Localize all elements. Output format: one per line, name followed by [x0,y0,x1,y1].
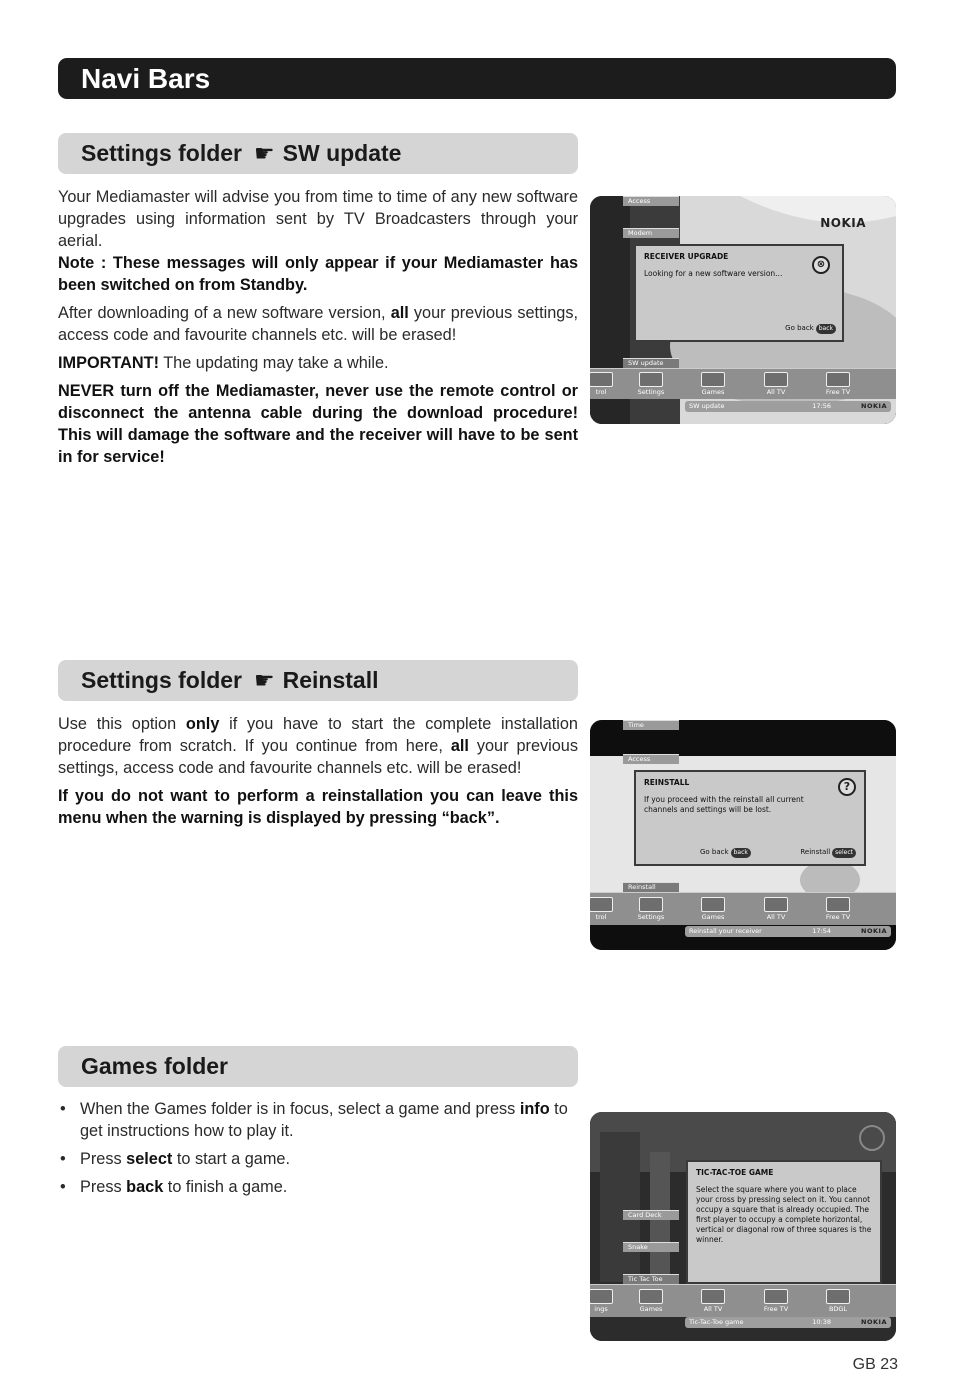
navi-item-free-tv[interactable]: Free TV [815,372,861,396]
section-heading-reinstall [58,660,578,701]
dialog-message: Select the square where you want to place your cross by pressing select on it. You cannot occupy a square that is already occupied. The first player to occupy a complete horizontal, vertical or diagonal row of three squares is the winner. [696,1185,872,1244]
status-time: 17:56 [812,402,831,410]
status-text: Reinstall your receiver [689,927,762,935]
navi-item-all-tv[interactable]: All TV [690,1289,736,1313]
sidebar-item-reinstall: Reinstall [623,882,679,892]
select-key-icon: select [832,848,856,858]
dice-icon [701,372,725,387]
tic-tac-toe-dialog [686,1160,882,1284]
paragraph: Your Mediamaster will advise you from time to time of any new software upgrades using information sent by TV Broadcasters through your aerial. [58,188,578,250]
status-time: 17:54 [812,927,831,935]
page-title: Navi Bars [81,63,211,94]
tv-icon [826,372,850,387]
paragraph: After downloading of a new software version, all your previous settings, access code and favourite channels etc. will be erased! [58,304,578,344]
pointing-hand-icon: ☛ [254,140,275,166]
dice-icon [639,1289,663,1304]
navi-item-bdgl[interactable]: BDGL [815,1289,861,1313]
status-bar [685,926,891,937]
status-time: 10:38 [812,1318,831,1326]
note-paragraph: Note : These messages will only appear if your Mediamaster has been switched on from Standby. [58,254,578,294]
dialog-message: If you proceed with the reinstall all current channels and settings will be lost. [644,795,804,814]
settings-icon [590,1289,613,1304]
navi-item-all-tv[interactable]: All TV [753,372,799,396]
status-text: Tic-Tac-Toe game [689,1318,744,1326]
dialog-title: TIC-TAC-TOE GAME [696,1168,774,1177]
navi-item-free-tv[interactable]: Free TV [753,1289,799,1313]
warning-paragraph: NEVER turn off the Mediamaster, never use the remote control or disconnect the antenna cable during the download procedure! This will damage the software and the receiver will have to be sent in for service! [58,382,578,466]
sidebar-item-sw-update: SW update [623,358,679,368]
sidebar-item-modem: Modem [623,228,679,238]
dialog-message: Looking for a new software version... [644,269,783,278]
go-back-button[interactable]: Go back back [785,323,836,334]
reinstall-text [58,713,578,835]
status-text: SW update [689,402,725,410]
page-title-bar [58,58,896,99]
section-heading-topic: Reinstall [282,667,379,693]
status-logo: NOKIA [861,402,887,410]
games-text [58,1098,578,1204]
tv-icon [764,1289,788,1304]
sw-update-text [58,186,578,474]
status-bar [685,401,891,412]
tv-icon [826,1289,850,1304]
sidebar-item-access: Access [623,754,679,764]
navi-item-games[interactable]: Games [690,372,736,396]
reinstall-button[interactable]: Reinstall select [800,847,856,858]
remote-icon [590,372,613,387]
warning-paragraph: If you do not want to perform a reinstallation you can leave this menu when the warning is displayed by pressing “back”. [58,787,578,827]
tv-icon [701,1289,725,1304]
list-item: • Press back to finish a game. [58,1176,578,1198]
status-bar [685,1317,891,1328]
section-heading-topic: SW update [282,140,402,166]
navi-item-all-tv[interactable]: All TV [753,897,799,921]
reinstall-screenshot [590,720,896,950]
sidebar-item-card-deck[interactable]: Card Deck [623,1210,679,1220]
sidebar-item-access: Access [623,196,679,206]
dice-icon [701,897,725,912]
important-paragraph: IMPORTANT! The updating may take a while. [58,354,389,372]
nokia-logo: NOKIA [820,216,866,230]
dialog-title: RECEIVER UPGRADE [644,252,729,261]
paragraph: Use this option only if you have to start the complete installation procedure from scratch. If you continue from here, all your previous settings, access code and favourite channels etc. will be erased! [58,715,579,777]
section-heading-folder: Settings folder [81,140,243,166]
navi-item-settings[interactable]: ings [590,1289,624,1313]
list-item: • Press select to start a game. [58,1148,578,1170]
section-heading-topic: Games folder [81,1053,228,1079]
go-back-button[interactable]: Go back back [700,847,751,858]
tv-icon [826,897,850,912]
remote-icon [590,897,613,912]
section-heading-games [58,1046,578,1087]
dialog-title: REINSTALL [644,778,690,787]
settings-icon [639,897,663,912]
status-logo: NOKIA [861,927,887,935]
pointing-hand-icon: ☛ [254,667,275,693]
navi-item-settings[interactable]: Settings [628,897,674,921]
settings-icon [639,372,663,387]
sidebar-item-tic-tac-toe[interactable]: Tic Tac Toe [623,1274,679,1284]
loading-icon: ⊗ [812,256,830,274]
tv-icon [764,897,788,912]
section-heading-folder: Settings folder [81,667,243,693]
navi-item-free-tv[interactable]: Free TV [815,897,861,921]
navi-item-games[interactable]: Games [690,897,736,921]
navi-item-control[interactable]: trol [590,372,624,396]
games-instructions-list [58,1098,578,1198]
tv-icon [764,372,788,387]
back-key-icon: back [731,848,751,858]
upgrade-dialog [634,244,844,342]
reinstall-dialog [634,770,866,866]
back-key-icon: back [816,324,836,334]
page-number: GB 23 [852,1356,898,1373]
section-heading-sw-update [58,133,578,174]
question-icon: ? [838,778,856,796]
status-logo: NOKIA [861,1318,887,1326]
navi-item-settings[interactable]: Settings [628,372,674,396]
navi-item-control[interactable]: trol [590,897,624,921]
navi-item-games[interactable]: Games [628,1289,674,1313]
sw-update-screenshot [590,196,896,424]
sidebar-item-snake[interactable]: Snake [623,1242,679,1252]
list-item: • When the Games folder is in focus, select a game and press info to get instructions how to play it. [58,1098,578,1142]
sidebar-item-time: Time [623,720,679,730]
games-screenshot [590,1112,896,1341]
